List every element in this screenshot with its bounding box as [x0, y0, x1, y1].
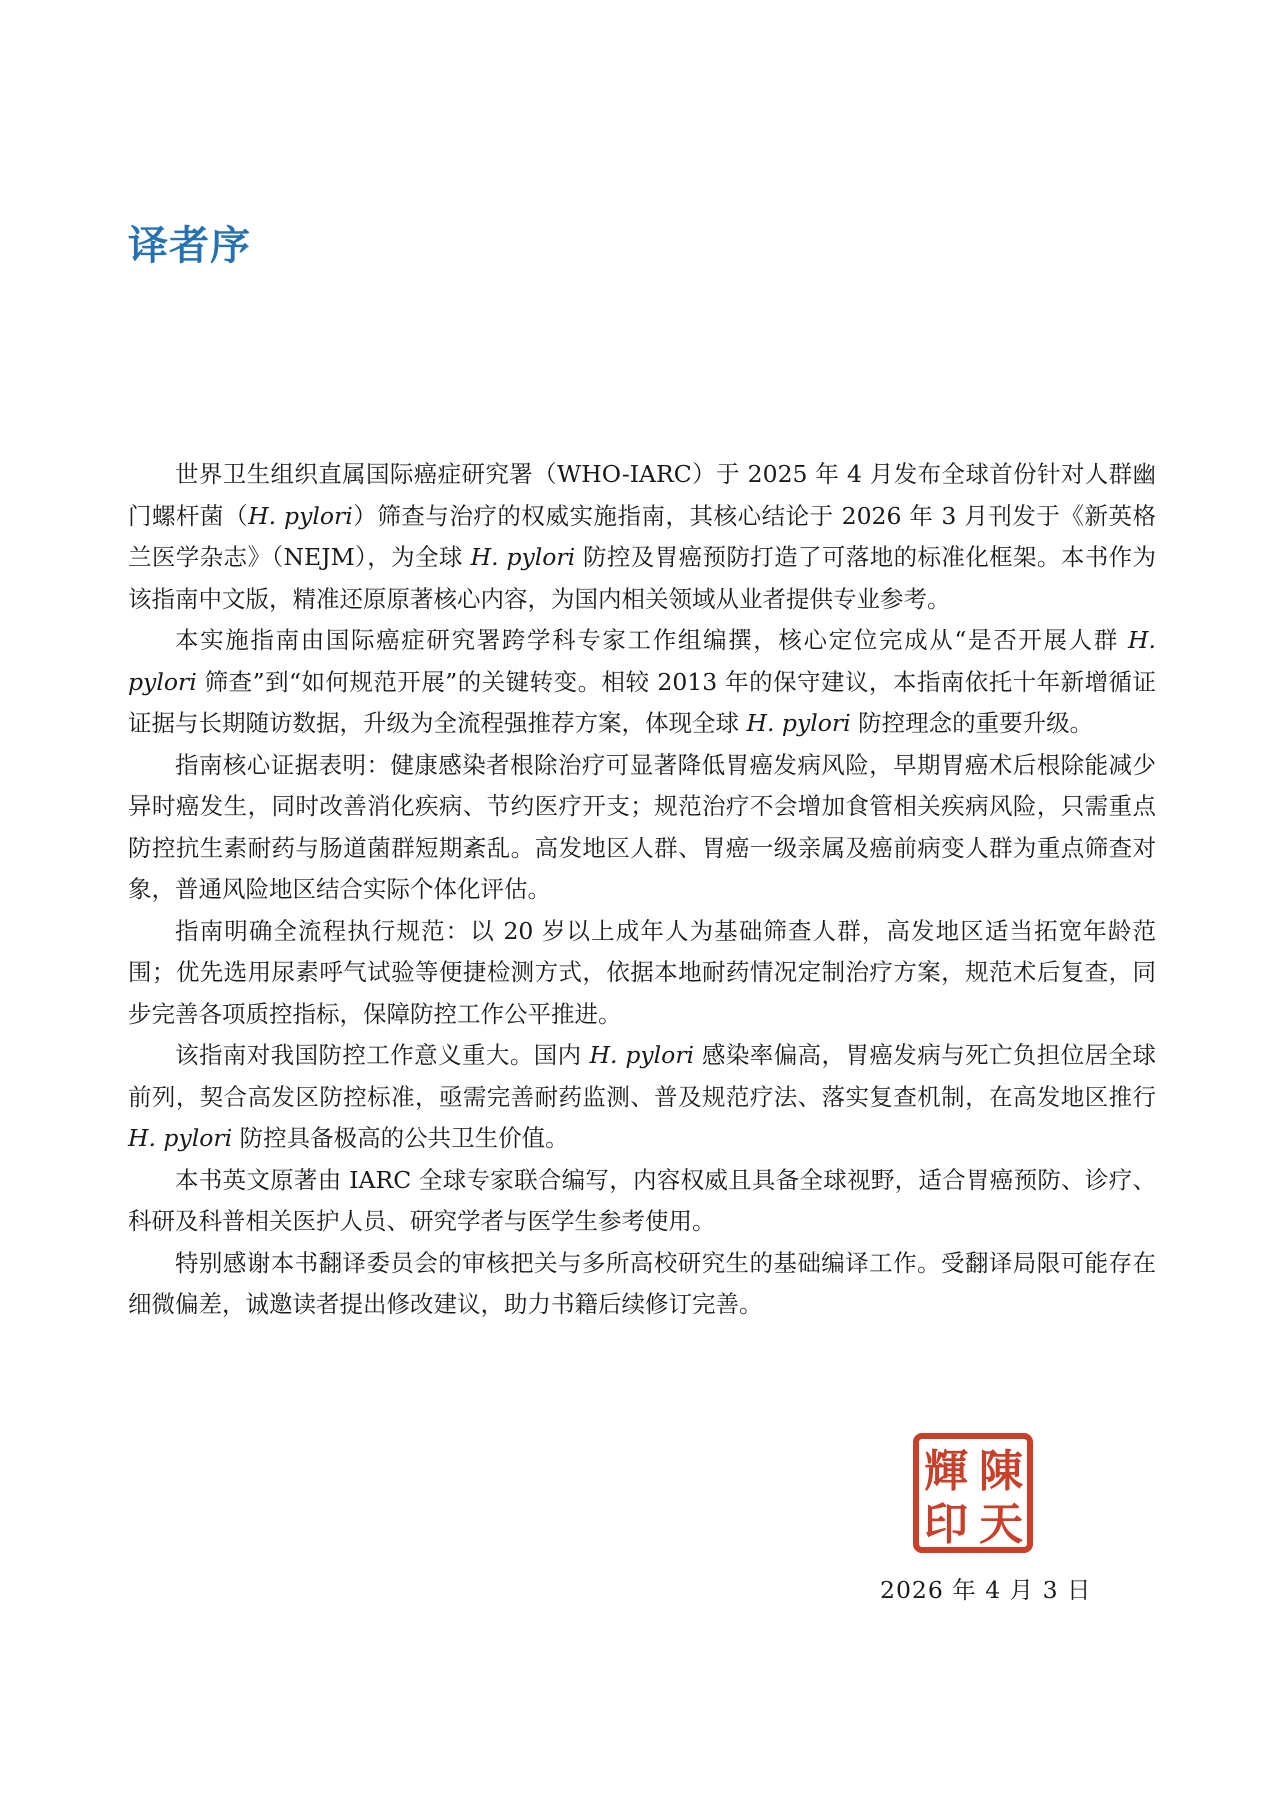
paragraph-4: 指南明确全流程执行规范：以 20 岁以上成年人为基础筛查人群，高发地区适当拓宽年龄范围；优先选用尿素呼气试验等便捷检测方式，依据本地耐药情况定制治疗方案，规范术后复查，同步完善各项质控指标，保障防控工作公平推进。	[128, 916, 1156, 1028]
seal-char-top-left: 輝	[924, 1446, 968, 1497]
translator-seal-stamp	[913, 1433, 1033, 1553]
species-name-italic: H. pylori	[589, 1041, 695, 1069]
seal-char-bottom-left: 印	[924, 1499, 968, 1550]
seal-char-top-right: 陳	[979, 1446, 1023, 1497]
signature-date: 2026 年 4 月 3 日	[880, 1576, 1092, 1604]
paragraph-7: 特别感谢本书翻译委员会的审核把关与多所高校研究生的基础编译工作。受翻译局限可能存在细微偏差，诚邀读者提出修改建议，助力书籍后续修订完善。	[128, 1248, 1156, 1318]
paragraph-2: 本实施指南由国际癌症研究署跨学科专家工作组编撰，核心定位完成从“是否开展人群 H. pylori 筛查”到“如何规范开展”的关键转变。相较 2013 年的保守建议，本指南依托十年新增循证证据与长期随访数据，升级为全流程强推荐方案，体现全球 H. pylori 防控理念的重要升级。	[128, 626, 1156, 737]
species-name-italic: H. pylori	[248, 501, 353, 530]
seal-char-bottom-right: 天	[979, 1499, 1023, 1550]
preface-body	[128, 454, 1156, 1326]
species-name-italic: H. pylori	[746, 709, 851, 737]
paragraph-5: 该指南对我国防控工作意义重大。国内 H. pylori 感染率偏高，胃癌发病与死亡负担位居全球前列，契合高发区防控标准，亟需完善耐药监测、普及规范疗法、落实复查机制，在高发地区推行 H. pylori 防控具备极高的公共卫生价值。	[128, 1041, 1156, 1152]
page-title: 译者序	[128, 223, 251, 269]
species-name-italic: H. pylori	[470, 543, 576, 571]
paragraph-6: 本书英文原著由 IARC 全球专家联合编写，内容权威且具备全球视野，适合胃癌预防、诊疗、科研及科普相关医护人员、研究学者与医学生参考使用。	[128, 1165, 1156, 1235]
paragraph-1: 世界卫生组织直属国际癌症研究署（WHO-IARC）于 2025 年 4 月发布全球首份针对人群幽门螺杆菌（H. pylori）筛查与治疗的权威实施指南，其核心结论于 2026 年 3 月刊发于《新英格兰医学杂志》（NEJM），为全球 H. pylori 防控及胃癌预防打造了可落地的标准化框架。本书作为该指南中文版，精准还原原著核心内容，为国内相关领域从业者提供专业参考。	[128, 460, 1156, 613]
species-name-italic: H. pylori	[128, 1124, 233, 1152]
paragraph-3: 指南核心证据表明：健康感染者根除治疗可显著降低胃癌发病风险，早期胃癌术后根除能减少异时癌发生，同时改善消化疾病、节约医疗开支；规范治疗不会增加食管相关疾病风险，只需重点防控抗生素耐药与肠道菌群短期紊乱。高发地区人群、胃癌一级亲属及癌前病变人群为重点筛查对象，普通风险地区结合实际个体化评估。	[128, 750, 1156, 903]
species-name-italic: H. pylori	[128, 626, 1156, 696]
